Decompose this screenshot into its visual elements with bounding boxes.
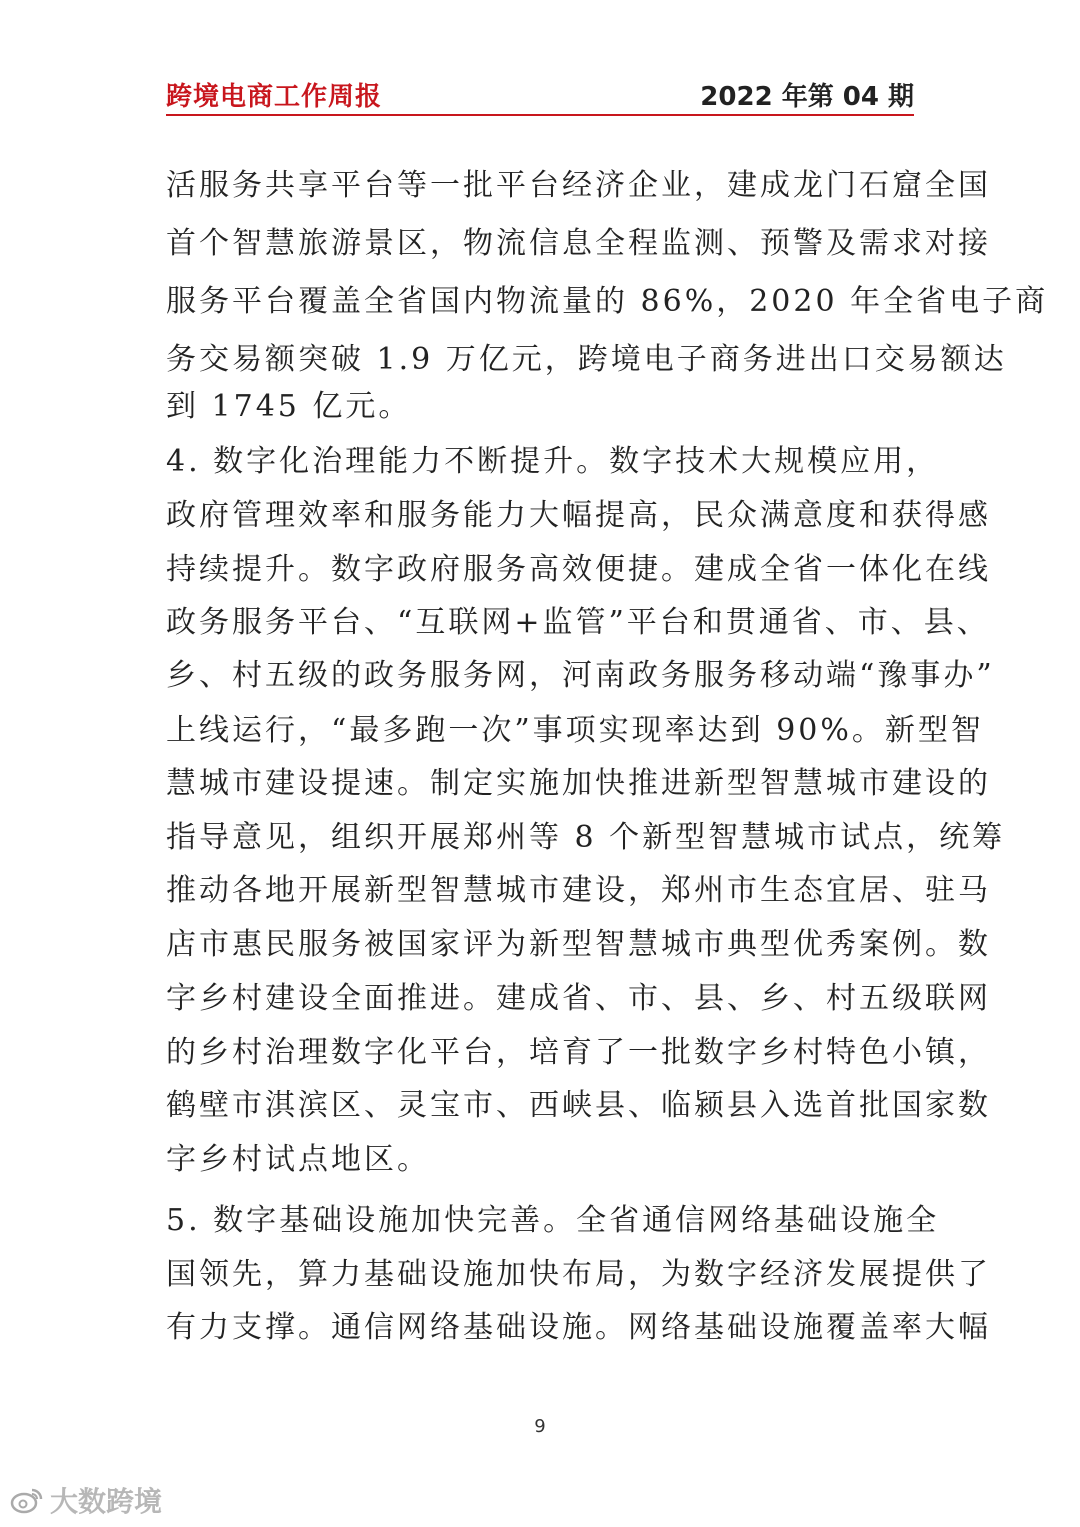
body-line: 活服务共享平台等一批平台经济企业，建成龙门石窟全国 xyxy=(166,168,991,203)
body-line: 指导意见，组织开展郑州等 8 个新型智慧城市试点，统筹 xyxy=(166,820,1006,855)
weibo-logo-icon xyxy=(10,1486,44,1514)
body-line: 政务服务平台、“互联网+监管”平台和贯通省、市、县、 xyxy=(166,605,990,640)
body-line: 的乡村治理数字化平台，培育了一批数字乡村特色小镇， xyxy=(166,1035,991,1070)
body-line: 乡、村五级的政务服务网，河南政务服务移动端“豫事办” xyxy=(166,658,995,693)
body-line: 首个智慧旅游景区，物流信息全程监测、预警及需求对接 xyxy=(166,226,991,261)
body-line: 4. 数字化治理能力不断提升。数字技术大规模应用， xyxy=(166,444,940,479)
body-line: 有力支撑。通信网络基础设施。网络基础设施覆盖率大幅 xyxy=(166,1310,991,1345)
body-line: 上线运行，“最多跑一次”事项实现率达到 90%。新型智 xyxy=(166,713,984,748)
header-title: 跨境电商工作周报 xyxy=(166,82,383,112)
body-line: 政府管理效率和服务能力大幅提高，民众满意度和获得感 xyxy=(166,498,991,533)
body-line: 国领先，算力基础设施加快布局，为数字经济发展提供了 xyxy=(166,1257,991,1292)
body-line: 到 1745 亿元。 xyxy=(166,389,412,424)
header-issue: 2022 年第 04 期 xyxy=(700,82,914,112)
body-line: 字乡村试点地区。 xyxy=(166,1142,430,1177)
body-line: 务交易额突破 1.9 万亿元，跨境电子商务进出口交易额达 xyxy=(166,342,1007,377)
body-line: 店市惠民服务被国家评为新型智慧城市典型优秀案例。数 xyxy=(166,927,991,962)
page-number: 9 xyxy=(534,1416,546,1437)
body-line: 推动各地开展新型智慧城市建设，郑州市生态宜居、驻马 xyxy=(166,873,991,908)
body-line: 字乡村建设全面推进。建成省、市、县、乡、村五级联网 xyxy=(166,981,991,1016)
header-divider xyxy=(166,114,914,116)
body-line: 持续提升。数字政府服务高效便捷。建成全省一体化在线 xyxy=(166,552,991,587)
body-line: 5. 数字基础设施加快完善。全省通信网络基础设施全 xyxy=(166,1203,940,1238)
watermark-text: 大数跨境 xyxy=(50,1485,163,1518)
watermark xyxy=(10,1480,162,1520)
body-line: 鹤壁市淇滨区、灵宝市、西峡县、临颍县入选首批国家数 xyxy=(166,1088,991,1123)
body-line: 慧城市建设提速。制定实施加快推进新型智慧城市建设的 xyxy=(166,766,991,801)
body-line: 服务平台覆盖全省国内物流量的 86%，2020 年全省电子商 xyxy=(166,284,1049,319)
